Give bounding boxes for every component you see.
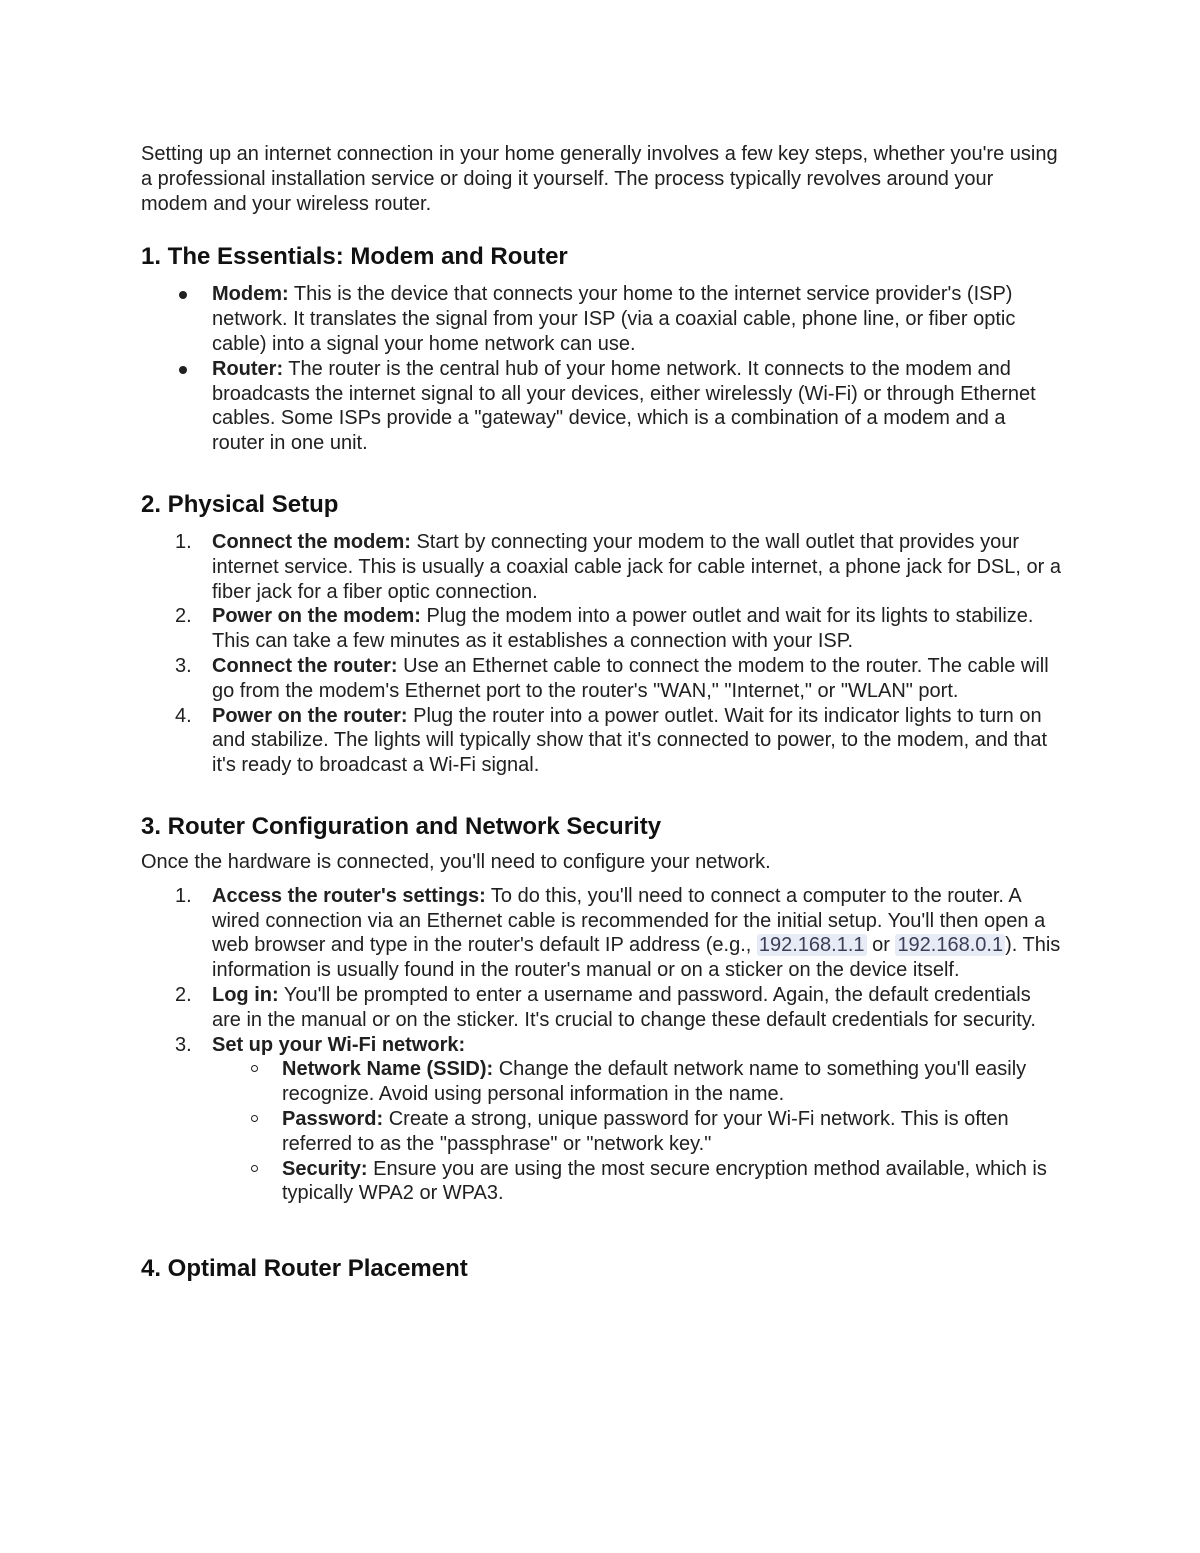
section-2-numbered-list (141, 530, 1061, 778)
bullet-icon (179, 291, 187, 299)
sub-list-item (141, 1057, 1061, 1107)
wifi-settings-sublist (141, 1057, 1061, 1206)
item-text: To do this, you'll need to connect a computer to the router. A wired connection via an Ethernet cable is recommended for the initial setup. You'll then open a web browser and type in the router's default IP address (e.g., (212, 884, 1046, 957)
section-4-heading: 4. Optimal Router Placement (141, 1255, 468, 1283)
sub-list-item (141, 1107, 1061, 1157)
item-label: Router: (212, 357, 284, 380)
item-text: Plug the router into a power outlet. Wait for its indicator lights to turn on and stabilize. The lights will typically show that it's connected to power, to the modem, and that it's ready to broadcast a Wi-Fi signal. (212, 704, 1048, 777)
item-label: Connect the modem: (212, 530, 411, 553)
item-number: 3. (175, 654, 192, 677)
section-3-intro: Once the hardware is connected, you'll need to configure your network. (141, 850, 771, 873)
list-item (141, 282, 1061, 356)
item-number: 3. (175, 1033, 192, 1056)
item-text: ). This information is usually found in the router's manual or on a sticker on the device itself. (212, 934, 1061, 982)
item-label: Set up your Wi-Fi network: (212, 1033, 466, 1056)
section-3-heading: 3. Router Configuration and Network Security (141, 812, 662, 840)
list-item (141, 884, 1061, 983)
list-item (141, 1033, 1061, 1058)
list-item (141, 704, 1061, 778)
list-item (141, 983, 1061, 1033)
item-label: Power on the router: (212, 704, 408, 727)
item-text: You'll be prompted to enter a username and password. Again, the default credentials are in the manual or on the sticker. It's crucial to change these default credentials for security. (212, 983, 1036, 1031)
hollow-bullet-icon (251, 1065, 258, 1072)
item-number: 2. (175, 605, 192, 628)
item-text: The router is the central hub of your home network. It connects to the modem and broadcasts the internet signal to all your devices, either wirelessly (Wi-Fi) or through Ethernet cables. Some ISPs provide a "gateway" device, which is a combination of a modem and a router in one unit. (212, 357, 1036, 455)
intro-paragraph: Setting up an internet connection in your home generally involves a few key steps, whether you're using a professional installation service or doing it yourself. The process typically revolves around your modem and your wireless router. (141, 143, 1058, 215)
item-label: Access the router's settings: (212, 884, 486, 907)
item-label: Log in: (212, 983, 279, 1006)
list-item (141, 654, 1061, 704)
item-text: Use an Ethernet cable to connect the modem to the router. The cable will go from the modem's Ethernet port to the router's "WAN," "Internet," or "WLAN" port. (212, 654, 1049, 702)
section-2-heading: 2. Physical Setup (141, 490, 339, 518)
item-label: Power on the modem: (212, 605, 421, 628)
item-text: Create a strong, unique password for your Wi-Fi network. This is often referred to as the "passphrase" or "network key." (282, 1107, 1009, 1155)
item-text: Plug the modem into a power outlet and wait for its lights to stabilize. This can take a few minutes as it establishes a connection with your ISP. (212, 605, 1034, 653)
sub-list-item (141, 1157, 1061, 1207)
list-item (141, 604, 1061, 654)
list-item (141, 357, 1061, 456)
item-number: 1. (175, 530, 192, 553)
section-1-bullet-list (141, 282, 1061, 456)
item-label: Connect the router: (212, 654, 398, 677)
item-number: 2. (175, 983, 192, 1006)
item-label: Network Name (SSID): (282, 1058, 494, 1081)
item-text: This is the device that connects your home to the internet service provider's (ISP) network. It translates the signal from your ISP (via a coaxial cable, phone line, or fiber optic cable) into a signal your home network can use. (212, 283, 1016, 355)
item-number: 1. (175, 884, 192, 907)
item-label: Password: (282, 1107, 384, 1130)
item-text: or (866, 934, 896, 957)
hollow-bullet-icon (251, 1115, 258, 1122)
item-label: Modem: (212, 283, 289, 306)
list-item (141, 530, 1061, 604)
section-1-heading: 1. The Essentials: Modem and Router (141, 243, 568, 271)
ip-address-chip[interactable]: 192.168.0.1 (897, 934, 1004, 957)
item-text: Start by connecting your modem to the wall outlet that provides your internet service. This is usually a coaxial cable jack for cable internet, a phone jack for DSL, or a fiber jack for a fiber optic connection. (212, 530, 1061, 603)
section-3-numbered-list (141, 884, 1061, 1058)
item-number: 4. (175, 704, 192, 727)
item-label: Security: (282, 1157, 368, 1180)
item-text: Ensure you are using the most secure encryption method available, which is typically WPA2 or WPA3. (282, 1157, 1047, 1205)
bullet-icon (179, 366, 187, 374)
document-page (141, 142, 1061, 1284)
hollow-bullet-icon (251, 1165, 258, 1172)
item-text: Change the default network name to something you'll easily recognize. Avoid using personal information in the name. (282, 1058, 1027, 1106)
ip-address-chip[interactable]: 192.168.1.1 (758, 934, 865, 957)
